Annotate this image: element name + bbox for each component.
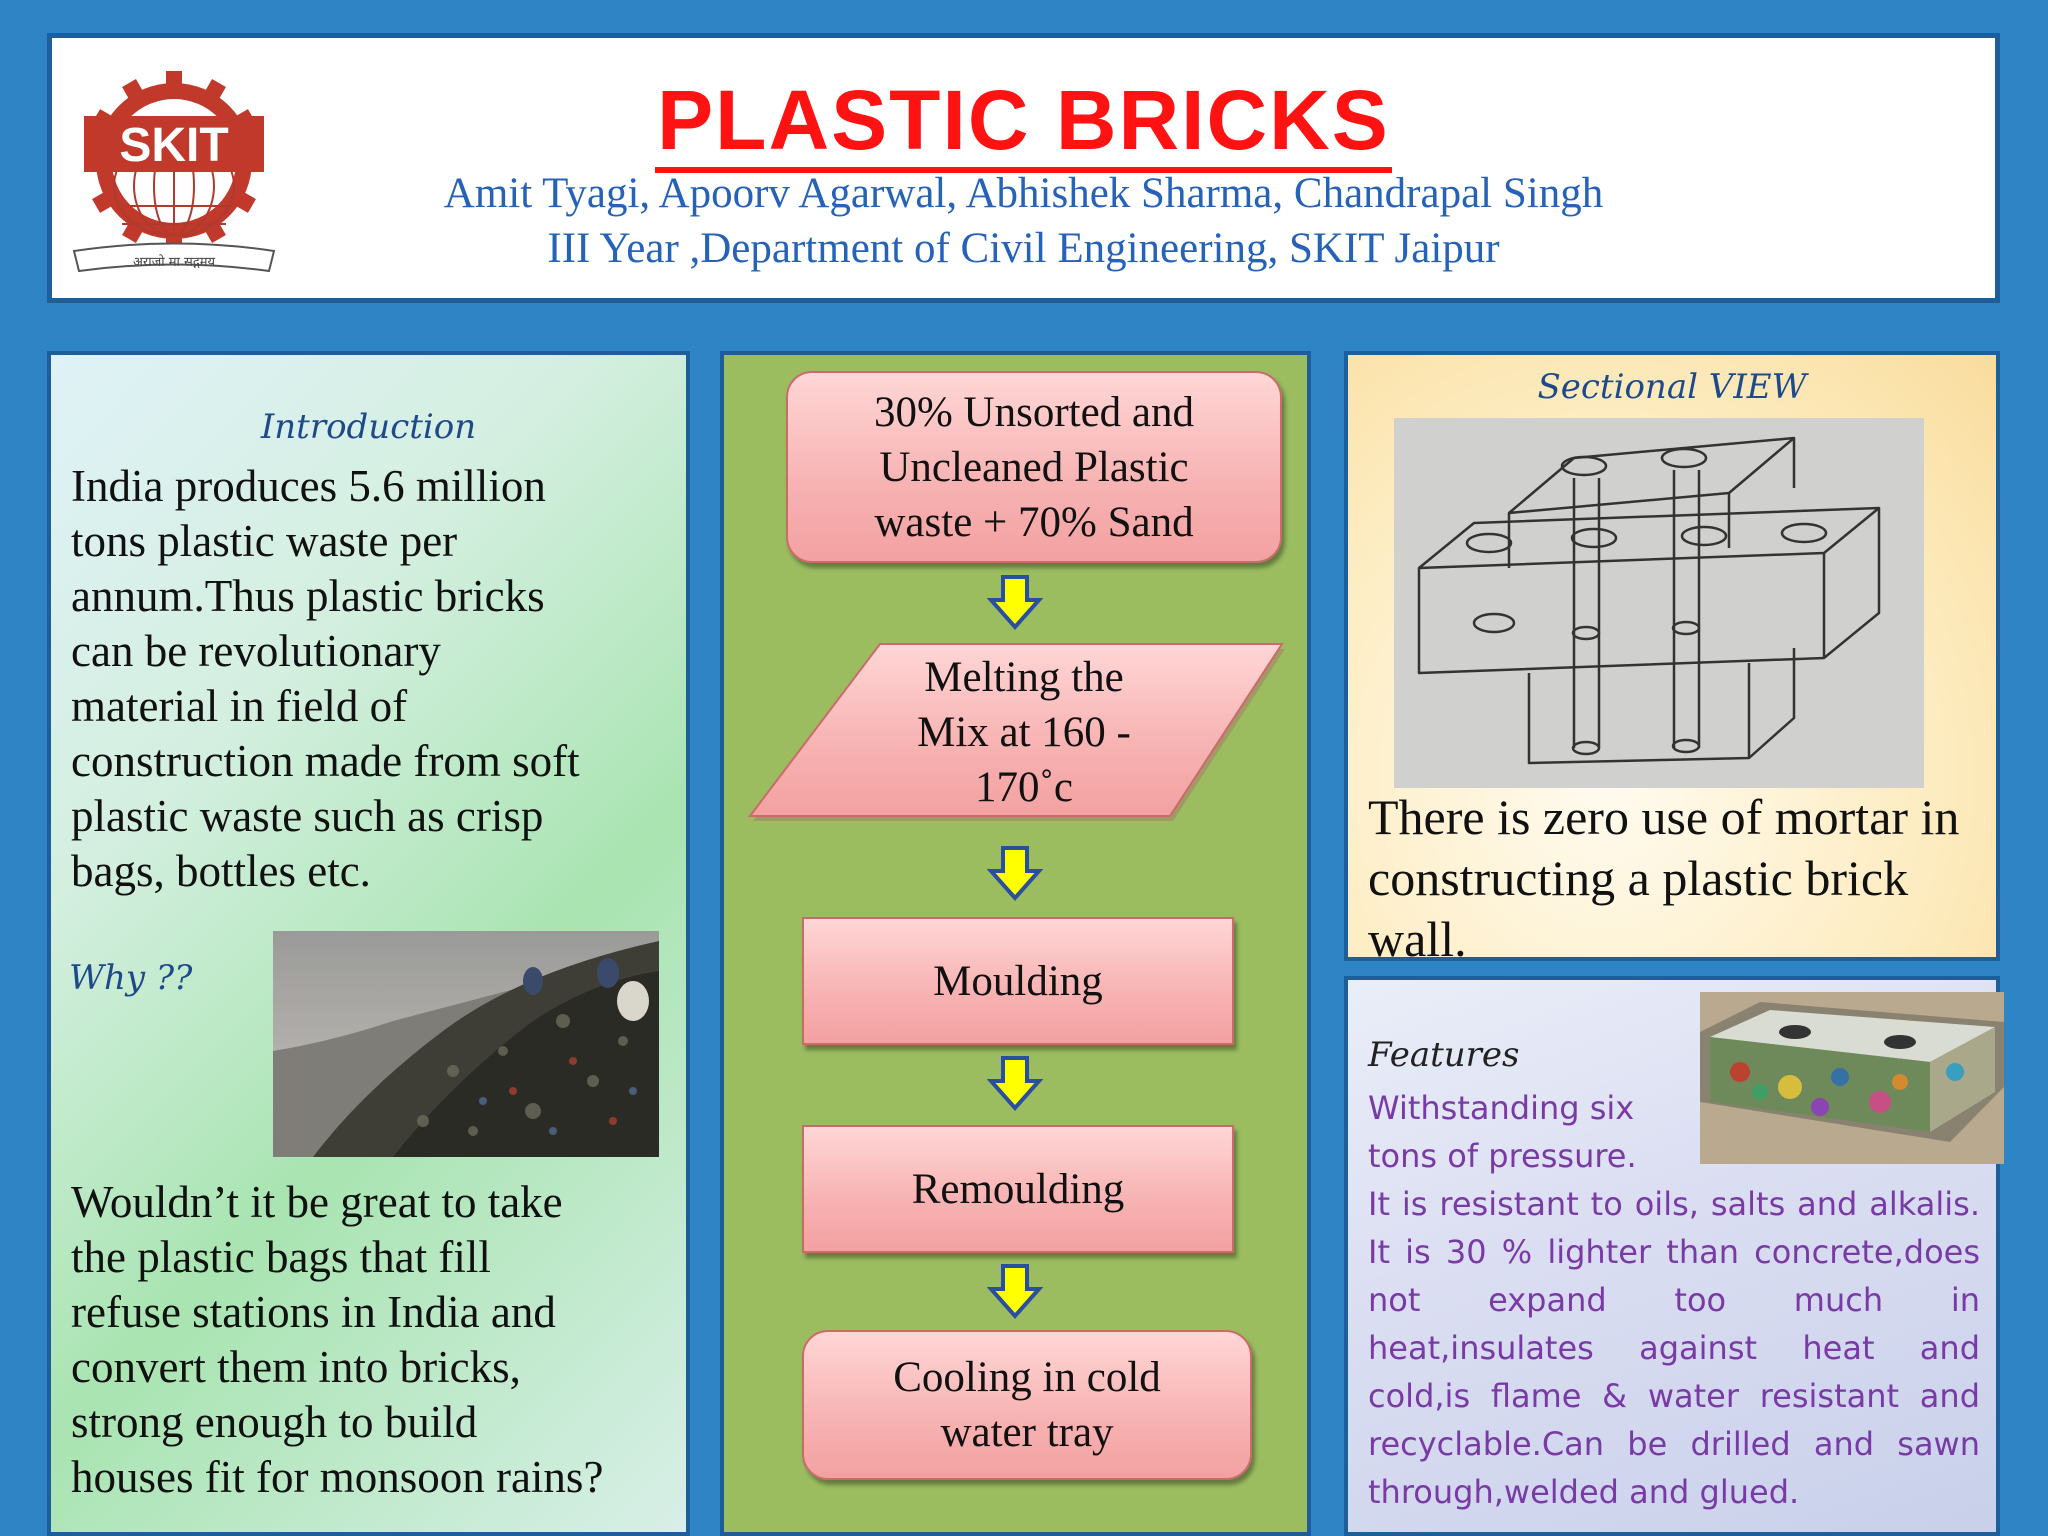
- introduction-text: India produces 5.6 million tons plastic waste per annum.Thus plastic bricks can be revolutionary material in field of construction made from soft plastic waste such as crisp bags, bottles etc.: [71, 461, 580, 896]
- mortar-statement: There is zero use of mortar in constructing a plastic brick wall.: [1368, 789, 1960, 967]
- landfill-photo: [273, 931, 659, 1157]
- why-heading: Why ??: [69, 958, 193, 998]
- flow-step-melt: Melting the Mix at 160 - 170˚c: [917, 654, 1131, 811]
- svg-text:अराजो मा सद्गमय: अराजो मा सद्गमय: [132, 255, 216, 270]
- flow-step-cooling: Cooling in cold water tray: [802, 1330, 1252, 1480]
- authors-line: Amit Tyagi, Apoorv Agarwal, Abhishek Sharma, Chandrapal Singh: [443, 170, 1604, 217]
- features-text-pressure: Withstanding six tons of pressure.: [1368, 1089, 1637, 1175]
- poster-title: PLASTIC BRICKS: [52, 72, 1995, 169]
- flow-step-moulding: Moulding: [802, 917, 1234, 1045]
- features-panel: [1344, 976, 2000, 1536]
- down-arrow-icon: [987, 1055, 1043, 1111]
- why-text: Wouldn’t it be great to take the plastic bags that fill refuse stations in India and convert them into bricks, strong enough to build houses fit for monsoon rains?: [71, 1177, 604, 1502]
- sectional-view-panel: [1344, 351, 2000, 967]
- introduction-heading: Introduction: [260, 407, 477, 447]
- introduction-panel: [47, 351, 690, 1536]
- down-arrow-icon: [987, 574, 1043, 630]
- down-arrow-icon: [987, 1263, 1043, 1319]
- down-arrow-icon: [987, 845, 1043, 901]
- features-text-properties: It is resistant to oils, salts and alkalis. It is 30 % lighter than concrete,does not expand too much in heat,insulates against heat and cold,is flame & water resistant and recyclable.Can be drilled and sawn through,welded and glued.: [1368, 1185, 1980, 1511]
- brick-sketch-image: [1394, 418, 1924, 788]
- features-heading: Features: [1368, 1035, 1520, 1075]
- flow-step-remoulding: Remoulding: [802, 1125, 1234, 1253]
- sectional-view-heading: Sectional VIEW: [1537, 367, 1807, 407]
- plastic-brick-photo: [1700, 992, 2004, 1164]
- department-line: III Year ,Department of Civil Engineering, SKIT Jaipur: [547, 225, 1500, 272]
- flow-step-mix: 30% Unsorted and Uncleaned Plastic waste + 70% Sand: [786, 371, 1282, 563]
- svg-text:SKIT: SKIT: [119, 119, 229, 172]
- process-flowchart: [720, 351, 1311, 1536]
- header-banner: [47, 33, 2000, 303]
